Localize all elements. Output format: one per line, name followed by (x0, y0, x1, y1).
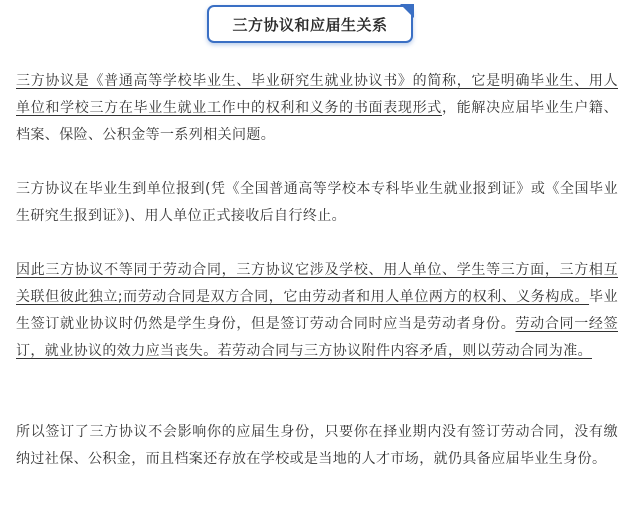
paragraph-definition-rest: ，能解决应届毕业生户籍、档案、保险、公积金等一系列相关问题。 (16, 100, 618, 143)
paragraph-difference-underlined-2: 劳动合同一经签订，就业协议的效力应当丧失。若劳动合同与三方协议附件内容矛盾，则以劳动合同为准。 (16, 316, 618, 359)
paragraph-conclusion (16, 419, 618, 473)
paragraph-conclusion-text: 所以签订了三方协议不会影响你的应届生身份，只要你在择业期内没有签订劳动合同，没有缴纳过社保、公积金，而且档案还存放在学校或是当地的人才市场，就仍具备应届毕业生身份。 (16, 424, 618, 467)
paragraph-termination (16, 176, 618, 230)
page-title: 三方协议和应届生关系 (232, 15, 388, 34)
paragraph-definition (16, 68, 618, 149)
paragraph-definition-underlined: 三方协议是《普通高等学校毕业生、毕业研究生就业协议书》的简称，它是明确毕业生、用人单位和学校三方在毕业生就业工作中的权利和义务的书面表现形式 (16, 73, 618, 116)
paragraph-difference-underlined-1: 因此三方协议不等同于劳动合同，三方协议它涉及学校、用人单位、学生等三方面，三方相互关联但彼此独立;而劳动合同是双方合同，它由劳动者和用人单位两方的权利、义务构成。 (16, 262, 618, 305)
corner-tab-decoration (400, 4, 414, 18)
title-box (207, 5, 413, 43)
paragraph-difference-middle: 毕业生签订就业协议时仍然是学生身份，但是签订劳动合同时应当是劳动者身份。 (16, 289, 618, 332)
paragraph-termination-text: 三方协议在毕业生到单位报到(凭《全国普通高等学校本专科毕业生就业报到证》或《全国毕业生研究生报到证》)、用人单位正式接收后自行终止。 (16, 181, 618, 224)
paragraph-difference (16, 257, 618, 365)
